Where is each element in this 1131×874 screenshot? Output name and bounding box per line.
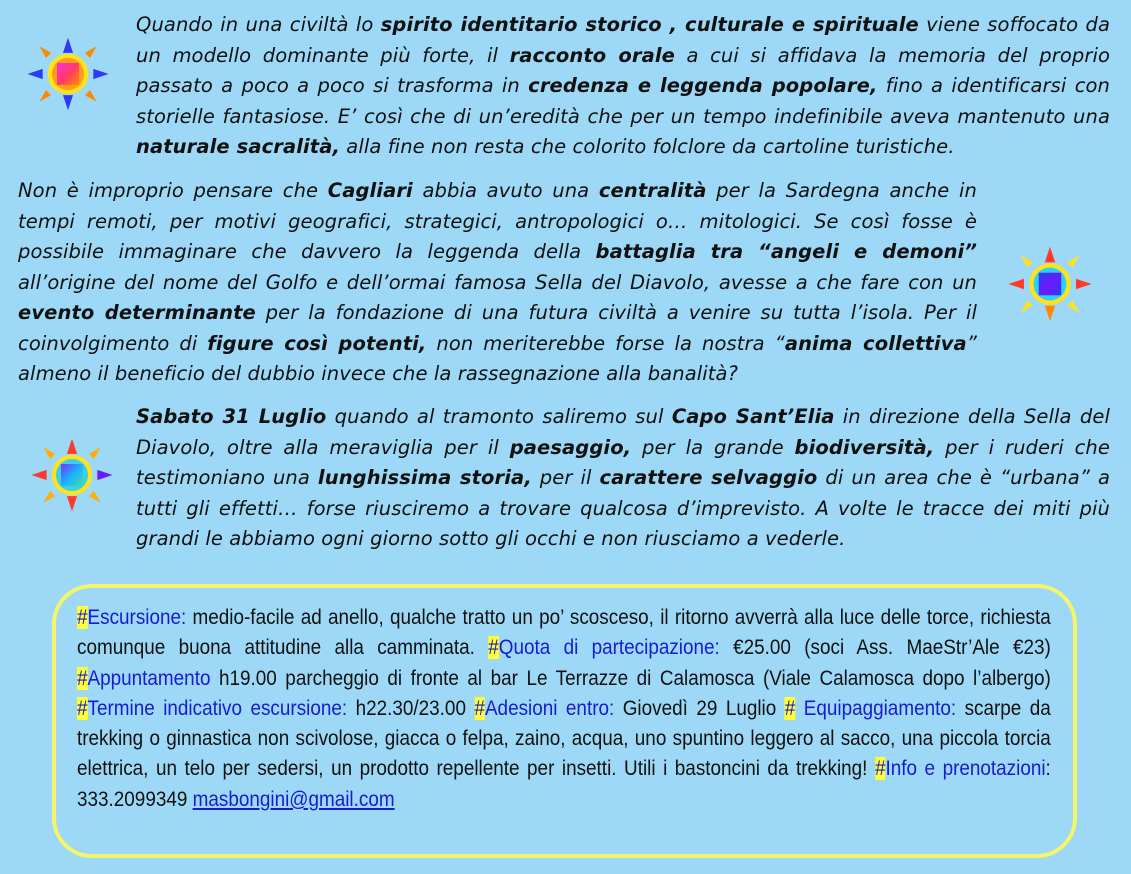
emphasis-text: Sabato 31 Luglio [136,405,327,428]
body-text: a cui si affidava la memoria del proprio passato a poco a poco si trasforma in [136,43,1110,97]
info-value: : 333.2099349 [77,757,1051,811]
body-text: fino a identificarsi con storielle fantasiose. E’ così che di un’eredità che per un tempo indefinibile aveva mantenuto una [136,74,1111,128]
emphasis-text: paesaggio, [509,435,632,459]
body-text: per la fondazione di una futura civiltà a venire su tutta l’isola. Per il coinvolgimento di [18,301,977,355]
emphasis-text: carattere selvaggio [599,466,818,489]
sun-icon [25,36,111,112]
info-value: h22.30/23.00 [347,696,475,720]
emphasis-text: biodiversità, [794,435,935,459]
body-text: non meriterebbe forse la nostra “ [426,331,785,355]
emphasis-text: Capo Sant’Elia [671,405,835,428]
emphasis-text: battaglia tra “angeli e demoni” [595,240,977,263]
info-value: medio-facile ad anello, qualche tratto un po’ scosceso, il ritorno avverrà alla luce delle torce, richiesta comunque buona attitudine alla camminata. [77,606,1051,660]
body-text: per la grande [631,435,795,459]
info-label: Quota di partecipazione: [498,636,720,660]
emphasis-text: centralità [598,179,707,202]
cagliari-paragraph [18,176,977,390]
excursion-paragraph [136,402,1110,555]
emphasis-text: credenza e leggenda popolare, [528,74,878,97]
email-link[interactable]: masbongini@gmail.com [192,787,395,811]
body-text: Quando in una civiltà lo [136,13,381,36]
body-text: per la Sardegna anche in tempi remoti, per motivi geografici, strategici, antropologici o… mitologici. Se così fosse è possibile immaginare che davvero la leggenda della [18,179,977,263]
emphasis-text: spirito identitario storico , culturale e spirituale [380,13,919,36]
info-value: Giovedì 29 Luglio [614,696,785,720]
body-text: ” almeno il beneficio del dubbio invece che la rassegnazione alla banalità? [18,331,977,385]
info-value: scarpe da trekking o ginnastica non scivolose, giacca o felpa, zaino, acqua, uno spuntino leggero al sacco, una piccola torcia elettrica, un telo per sedersi, un prodotto repellente per insetti. Utili i bastoncini da trekking! [77,696,1051,781]
hashtag-mark: # [77,696,88,720]
hashtag-mark: # [488,636,499,660]
hashtag-mark: # [77,606,88,629]
body-text: all’origine del nome del Golfo e dell’ormai famosa Sella del Diavolo, avesse a che fare con un [18,270,977,294]
body-text: di un area che è “urbana” a tutti gli effetti… forse riusciremo a trovare qualcosa d’imprevisto. A volte le tracce dei miti più grandi le abbiamo ogni giorno sotto gli occhi e non riusciamo a vederle. [136,466,1111,550]
info-label: Termine indicativo escursione: [87,696,348,720]
emphasis-text: naturale sacralità, [136,135,340,158]
body-text: viene soffocato da un modello dominante più forte, il [136,13,1110,67]
body-text: alla fine non resta che colorito folclore da cartoline turistiche. [339,135,955,158]
body-text: abbia avuto una [412,179,599,202]
emphasis-text: anima collettiva [784,331,967,355]
emphasis-text: Cagliari [327,179,413,202]
hashtag-mark: # [874,757,886,781]
emphasis-text: lunghissima storia, [317,466,532,489]
body-text: quando al tramonto saliremo sul [326,405,672,428]
hashtag-mark: # [474,696,485,720]
info-value: h19.00 parcheggio di fronte al bar Le Terrazze di Calamosca (Viale Calamosca dopo l’albergo) [210,666,1051,690]
info-label: Appuntamento [87,666,211,690]
info-label: Adesioni entro: [484,696,615,720]
emphasis-text: figure così potenti, [207,331,427,355]
info-label: Equipaggiamento: [795,696,957,720]
body-text: per il [531,466,600,489]
hashtag-mark: # [77,666,88,690]
intro-paragraph [136,10,1110,163]
sun-icon [28,437,116,513]
info-text [77,603,1051,815]
hashtag-mark: # [784,696,796,720]
info-label: Escursione: [87,606,187,629]
body-text: in direzione della Sella del Diavolo, oltre alla meraviglia per il [136,405,1110,459]
body-text: per i ruderi che testimoniano una [136,435,1110,489]
emphasis-text: evento determinante [18,301,256,324]
emphasis-text: racconto orale [509,43,675,67]
body-text: Non è improprio pensare che [18,179,328,202]
info-label: Info e prenotazioni [885,757,1046,781]
info-value: €25.00 (soci Ass. MaeStr’Ale €23) [719,636,1051,660]
sun-icon [1006,245,1094,323]
